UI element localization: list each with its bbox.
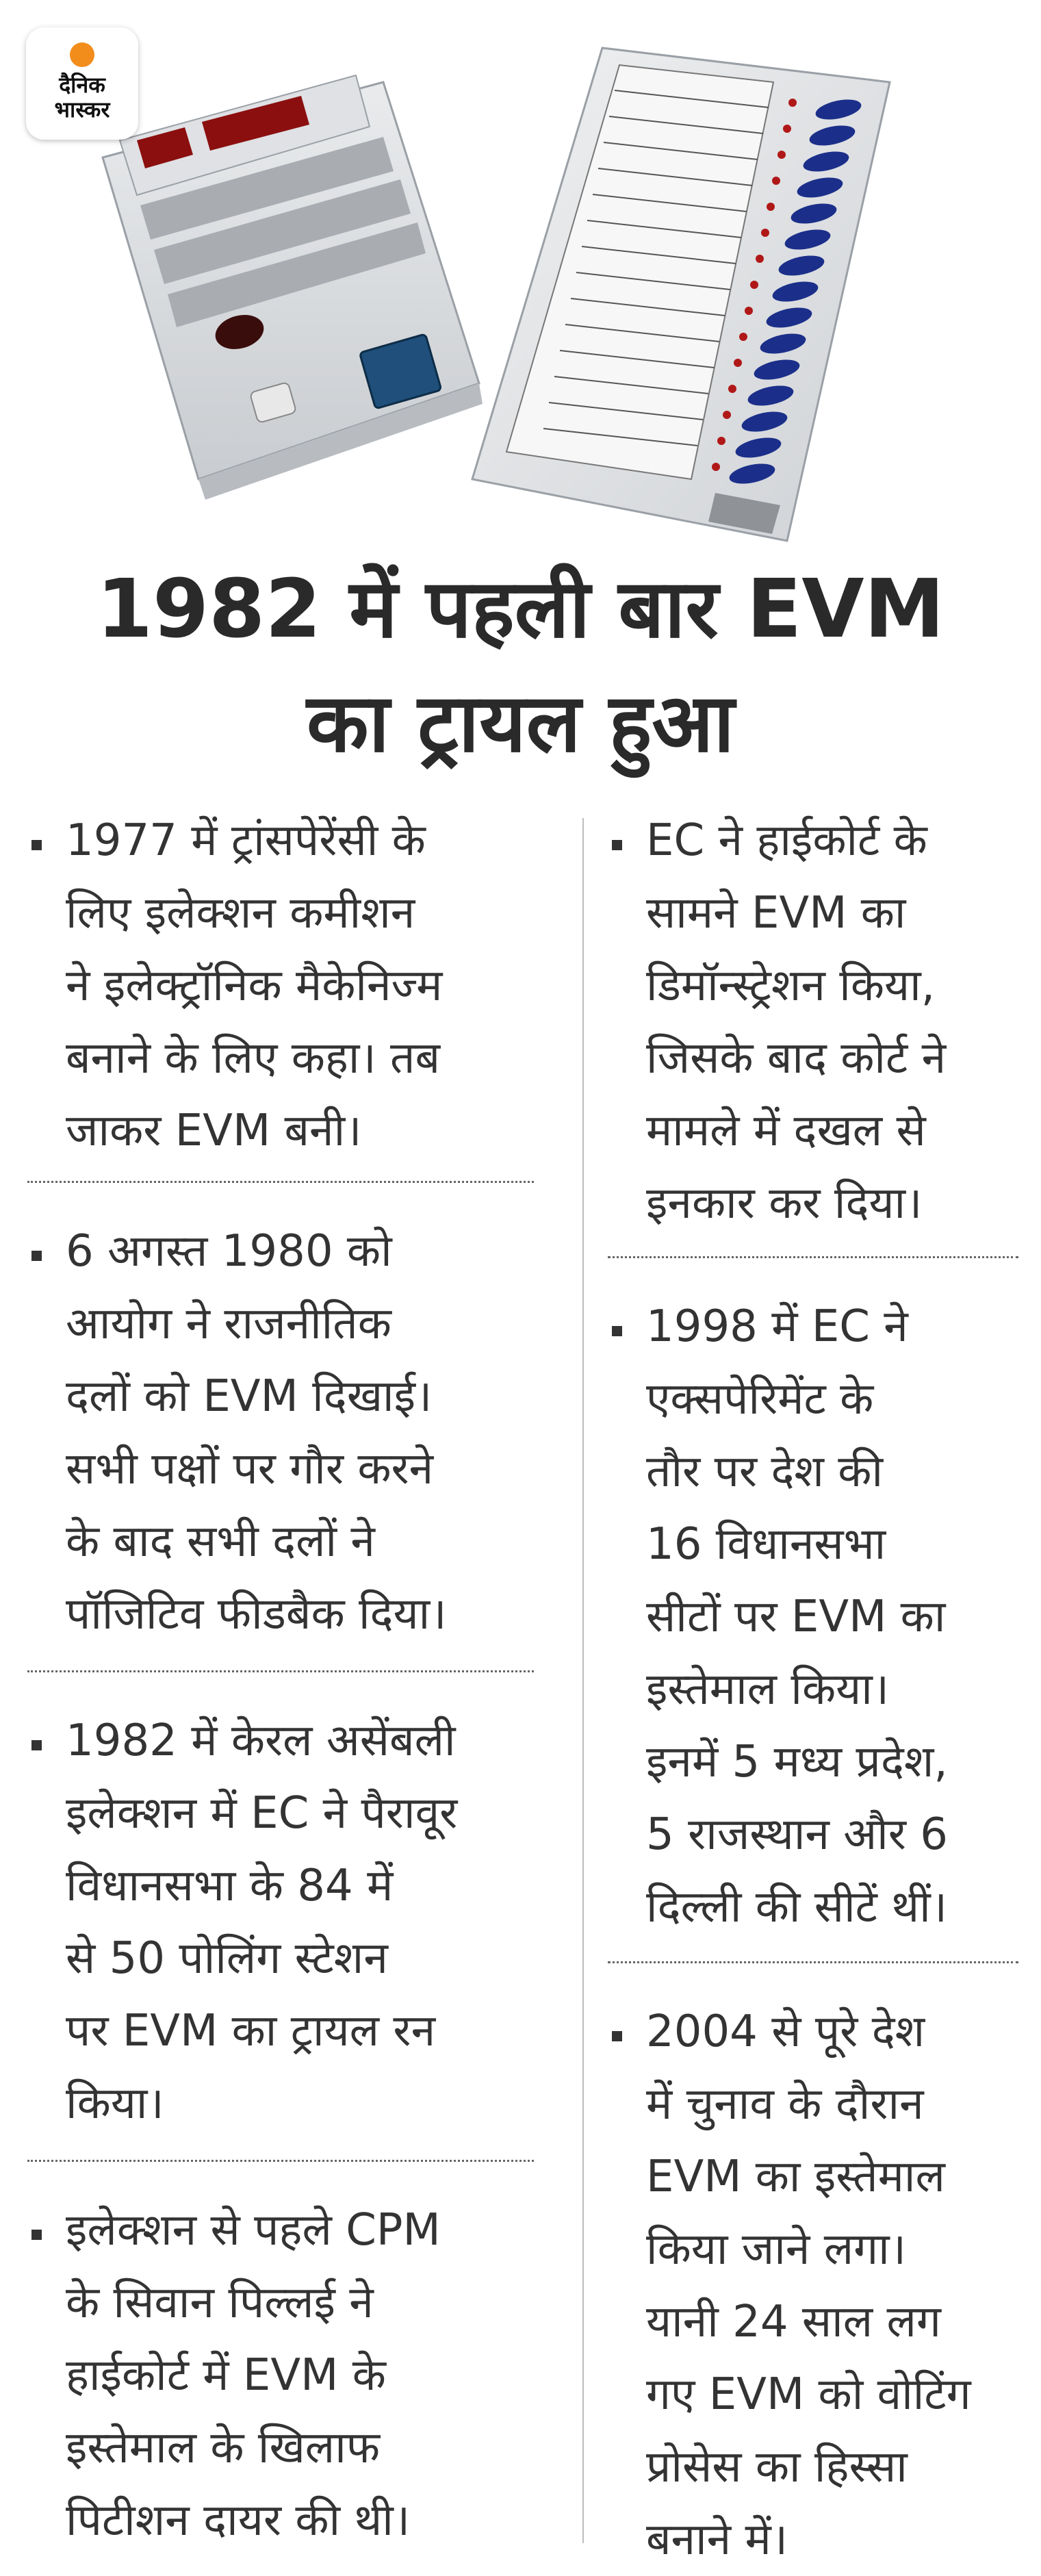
dotted-separator xyxy=(27,1670,534,1672)
text-line: आयोग ने राजनीतिक xyxy=(66,1299,391,1349)
text-line: 1977 में ट्रांसपेरेंसी के xyxy=(66,815,426,866)
text-line: इलेक्शन में EC ने पैरावूर xyxy=(66,1788,458,1839)
text-line: विधानसभा के 84 में xyxy=(66,1861,394,1911)
text-line: लिए इलेक्शन कमीशन xyxy=(66,888,415,939)
bullet-icon xyxy=(612,840,622,850)
text-line: इस्तेमाल किया। xyxy=(646,1664,890,1715)
text-line: तौर पर देश की xyxy=(646,1446,884,1497)
text-line: गए EVM को वोटिंग xyxy=(646,2369,971,2420)
text-line: EVM का इस्तेमाल xyxy=(646,2152,945,2202)
text-line: पर EVM का ट्रायल रन xyxy=(66,2006,436,2056)
logo-text-line1: दैनिक xyxy=(59,72,105,98)
dainik-bhaskar-logo xyxy=(26,27,138,140)
text-line: 1998 में EC ने xyxy=(646,1301,908,1352)
text-line: 16 विधानसभा xyxy=(646,1519,886,1570)
text-line: दलों को EVM दिखाई। xyxy=(66,1371,433,1422)
headline-line1: 1982 में पहली बार EVM xyxy=(96,561,945,656)
text-line: में चुनाव के दौरान xyxy=(646,2079,924,2130)
text-line: किया जाने लगा। xyxy=(646,2224,906,2275)
item-text xyxy=(646,1995,971,2576)
text-line: इनकार कर दिया। xyxy=(646,1178,923,1229)
headline-line2: का ट्रायल हुआ xyxy=(306,676,735,770)
ballot-unit xyxy=(472,48,890,541)
text-line: जाकर EVM बनी। xyxy=(66,1106,362,1156)
text-line: 1982 में केरल असेंबली xyxy=(66,1716,456,1766)
control-unit xyxy=(103,75,483,500)
text-line: डिमॉन्स्ट्रेशन किया, xyxy=(646,960,936,1011)
text-line: यानी 24 साल लग xyxy=(646,2297,941,2347)
bullet-icon xyxy=(31,1251,42,1261)
text-line: पिटीशन दायर की थी। xyxy=(66,2495,411,2546)
text-line: बनाने में। xyxy=(646,2514,788,2565)
item-text xyxy=(646,1290,948,1943)
column-divider xyxy=(582,818,584,2543)
bullet-icon xyxy=(612,1326,622,1336)
text-line: पॉजिटिव फीडबैक दिया। xyxy=(66,1589,447,1640)
text-line: के बाद सभी दलों ने xyxy=(66,1516,375,1567)
item-text xyxy=(66,1705,457,2140)
text-line: किया। xyxy=(66,2078,164,2129)
item-text xyxy=(66,1215,446,1650)
sun-icon xyxy=(70,42,94,67)
text-line: EC ने हाईकोर्ट के xyxy=(646,815,927,866)
text-line: हाईकोर्ट में EVM के xyxy=(66,2350,386,2401)
text-line: जिसके बाद कोर्ट ने xyxy=(646,1033,947,1084)
text-line: मामले में दखल से xyxy=(646,1106,926,1156)
bullet-icon xyxy=(612,2031,622,2041)
text-line: 6 अगस्त 1980 को xyxy=(66,1226,392,1277)
item-text xyxy=(66,804,442,1167)
text-line: एक्सपेरिमेंट के xyxy=(646,1374,874,1425)
dotted-separator xyxy=(608,1961,1018,1963)
text-line: प्रोसेस का हिस्सा xyxy=(646,2442,908,2492)
text-line: इस्तेमाल के खिलाफ xyxy=(66,2423,381,2473)
bullet-icon xyxy=(31,1740,42,1750)
text-line: 5 राजस्थान और 6 xyxy=(646,1809,948,1860)
dotted-separator xyxy=(608,1256,1018,1258)
text-line: ने इलेक्ट्रॉनिक मैकेनिज्म xyxy=(66,960,443,1011)
logo-text-line2: भास्कर xyxy=(54,97,110,123)
text-line: 2004 से पूरे देश xyxy=(646,2006,925,2057)
bullet-icon xyxy=(31,840,42,850)
evm-machines-image xyxy=(0,0,1041,548)
text-line: के सिवान पिल्लई ने xyxy=(66,2278,374,2328)
dotted-separator xyxy=(27,2160,534,2162)
evm-illustration xyxy=(0,0,1041,548)
text-line: दिल्ली की सीटें थीं। xyxy=(646,1882,947,1933)
text-line: इलेक्शन से पहले CPM xyxy=(66,2205,441,2256)
text-line: बनाने के लिए कहा। तब xyxy=(66,1033,441,1084)
dotted-separator xyxy=(27,1181,534,1183)
item-text xyxy=(66,2194,441,2557)
item-text xyxy=(646,804,946,1240)
text-line: सामने EVM का xyxy=(646,888,906,939)
bullet-icon xyxy=(31,2230,42,2240)
text-line: से 50 पोलिंग स्टेशन xyxy=(66,1933,388,1984)
text-line: सीटों पर EVM का xyxy=(646,1592,946,1642)
text-line: सभी पक्षों पर गौर करने xyxy=(66,1444,434,1494)
text-line: इनमें 5 मध्य प्रदेश, xyxy=(646,1737,948,1787)
